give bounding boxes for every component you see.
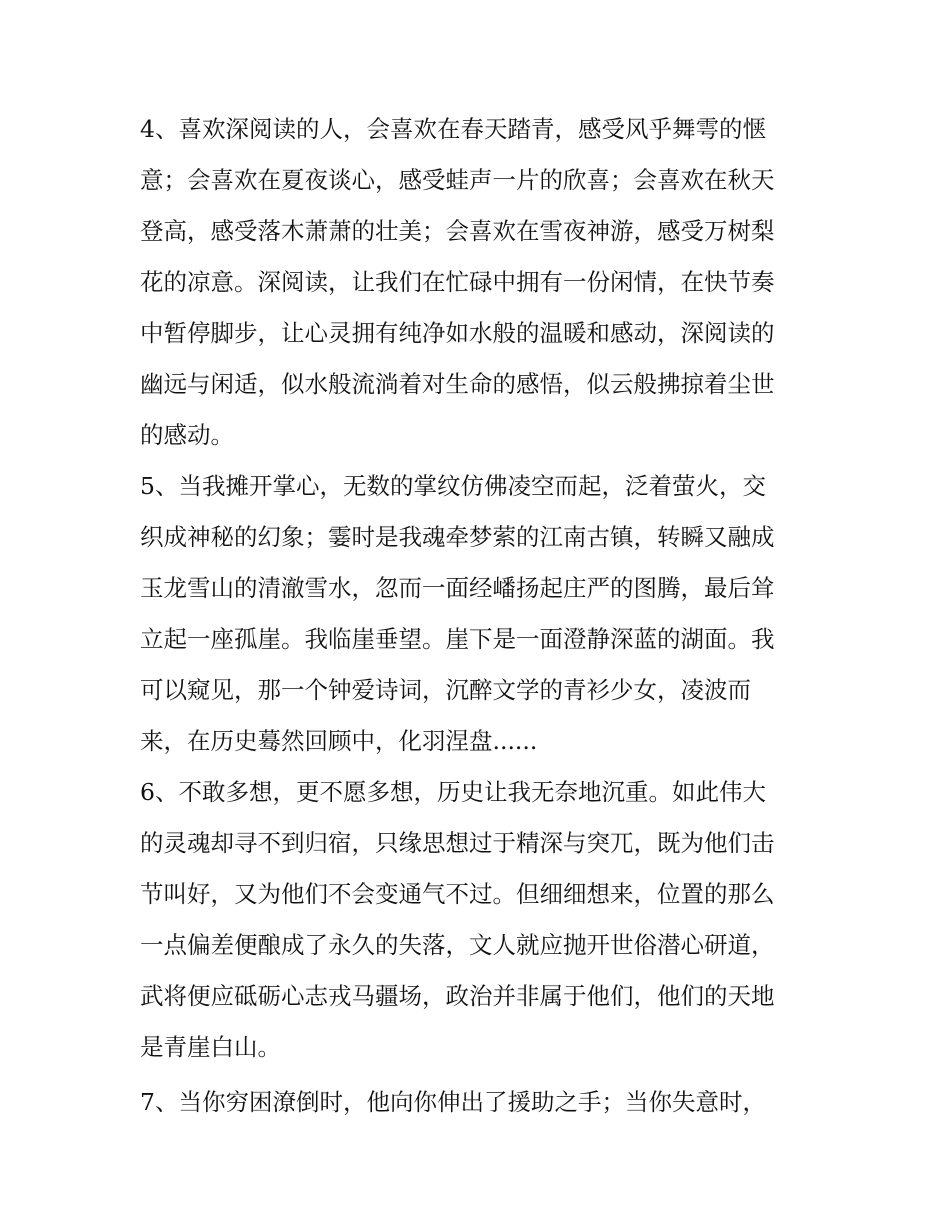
- text-line: 登高，感受落木萧萧的壮美；会喜欢在雪夜神游，感受万树梨: [140, 217, 775, 245]
- paragraph-4: [140, 104, 818, 461]
- text-line: 6、不敢多想，更不愿多想，历史让我无奈地沉重。如此伟大: [140, 778, 766, 806]
- text-line: 一点偏差便酿成了永久的失落，文人就应抛开世俗潜心研道，: [140, 931, 775, 959]
- text-line: 的感动。: [140, 421, 234, 449]
- text-line: 是青崖白山。: [140, 1033, 281, 1061]
- text-line: 幽远与闲适，似水般流淌着对生命的感悟，似云般拂掠着尘世: [140, 370, 775, 398]
- text-line: 来，在历史蓦然回顾中，化羽涅盘......: [140, 727, 538, 755]
- paragraph-6: [140, 767, 818, 1073]
- text-line: 5、当我摊开掌心，无数的掌纹仿佛凌空而起，泛着萤火，交: [140, 472, 766, 500]
- text-line: 7、当你穷困潦倒时，他向你伸出了援助之手；当你失意时，: [140, 1088, 766, 1116]
- text-line: 可以窥见，那一个钟爱诗词，沉醉文学的青衫少女，凌波而: [140, 676, 751, 704]
- text-line: 立起一座孤崖。我临崖垂望。崖下是一面澄静深蓝的湖面。我: [140, 625, 775, 653]
- text-line: 玉龙雪山的清澈雪水，忽而一面经嶓扬起庄严的图腾，最后耸: [140, 574, 775, 602]
- paragraph-7: [140, 1077, 818, 1128]
- text-line: 意；会喜欢在夏夜谈心，感受蛙声一片的欣喜；会喜欢在秋天: [140, 166, 775, 194]
- text-line: 的灵魂却寻不到归宿，只缘思想过于精深与突兀，既为他们击: [140, 829, 775, 857]
- text-line: 4、喜欢深阅读的人，会喜欢在春天踏青，感受风乎舞雩的惬: [140, 115, 766, 143]
- paragraph-5: [140, 461, 818, 767]
- text-line: 中暂停脚步，让心灵拥有纯净如水般的温暖和感动，深阅读的: [140, 319, 775, 347]
- document-body: [140, 104, 818, 1128]
- text-line: 节叫好，又为他们不会变通气不过。但细细想来，位置的那么: [140, 880, 775, 908]
- text-line: 花的凉意。深阅读，让我们在忙碌中拥有一份闲情，在快节奏: [140, 268, 775, 296]
- text-line: 织成神秘的幻象；霎时是我魂牵梦萦的江南古镇，转瞬又融成: [140, 523, 775, 551]
- text-line: 武将便应砥砺心志戎马疆场，政治并非属于他们，他们的天地: [140, 982, 775, 1010]
